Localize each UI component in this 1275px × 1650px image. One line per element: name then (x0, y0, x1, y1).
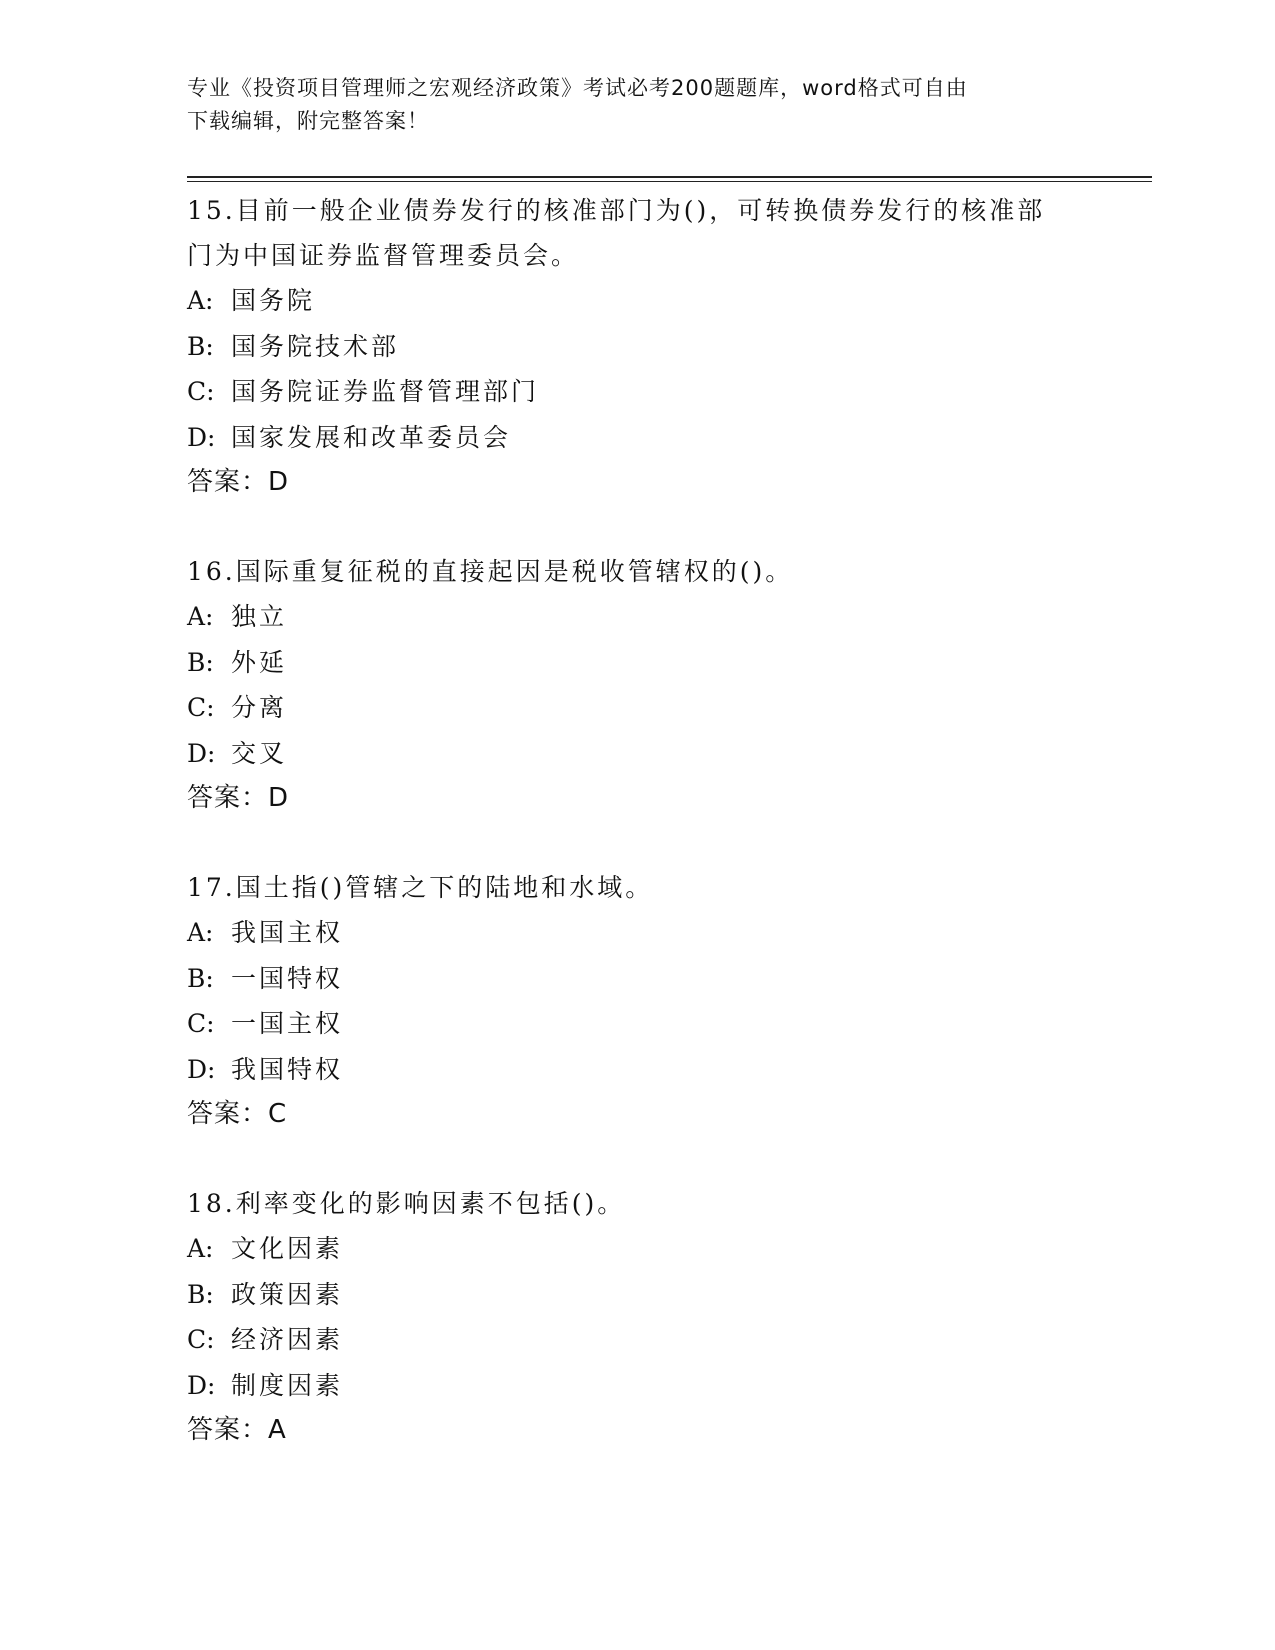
option-c (187, 685, 1087, 731)
document-header (187, 72, 1067, 138)
option-text: 国务院技术部 (231, 331, 400, 361)
option-text: 我国特权 (231, 1054, 344, 1084)
option-letter: D: (187, 1054, 216, 1084)
option-c (187, 369, 1087, 415)
option-text: 外延 (231, 647, 288, 677)
option-d (187, 1047, 1087, 1093)
header-line-2: 下载编辑，附完整答案！ (187, 109, 429, 133)
option-text: 交叉 (231, 738, 288, 768)
option-letter: A: (187, 918, 214, 947)
option-text: 文化因素 (231, 1234, 344, 1263)
question-stem: 15.目前一般企业债券发行的核准部门为()，可转换债券发行的核准部 (187, 196, 1046, 225)
option-text: 经济因素 (231, 1325, 344, 1354)
option-d (187, 415, 1087, 461)
option-letter: B: (187, 963, 214, 993)
option-text: 一国主权 (231, 1009, 344, 1038)
option-text: 国务院证券监督管理部门 (231, 377, 540, 406)
question-15 (187, 188, 1087, 505)
option-text: 分离 (231, 693, 288, 722)
option-letter: B: (187, 1279, 214, 1309)
option-letter: B: (187, 647, 214, 677)
option-text: 独立 (231, 602, 288, 631)
answer-line: 答案：D (187, 467, 290, 497)
question-stem: 18.利率变化的影响因素不包括()。 (187, 1189, 626, 1218)
option-letter: A: (187, 1234, 214, 1263)
question-16 (187, 549, 1087, 821)
option-c (187, 1317, 1087, 1363)
question-stem-continued: 门为中国证券监督管理委员会。 (187, 241, 580, 270)
option-c (187, 1001, 1087, 1047)
option-text: 政策因素 (231, 1279, 344, 1309)
option-b (187, 956, 1087, 1002)
header-divider-thick (187, 176, 1152, 178)
option-text: 我国主权 (231, 918, 344, 947)
option-letter: A: (187, 602, 214, 631)
option-text: 国务院 (231, 286, 316, 315)
option-text: 国家发展和改革委员会 (231, 422, 512, 452)
header-divider-thin (187, 181, 1152, 182)
option-letter: C: (187, 693, 215, 722)
answer-line: 答案：C (187, 1099, 288, 1129)
option-letter: A: (187, 286, 214, 315)
option-text: 一国特权 (231, 963, 344, 993)
option-a (187, 1226, 1087, 1272)
option-b (187, 1272, 1087, 1318)
option-d (187, 1363, 1087, 1409)
option-letter: D: (187, 422, 216, 452)
question-stem: 17.国土指()管辖之下的陆地和水域。 (187, 873, 654, 902)
header-line-1: 专业《投资项目管理师之宏观经济政策》考试必考200题题库，word格式可自由 (187, 76, 968, 100)
option-d (187, 731, 1087, 777)
option-a (187, 910, 1087, 956)
question-17 (187, 865, 1087, 1137)
option-b (187, 640, 1087, 686)
option-a (187, 278, 1087, 324)
question-list (187, 188, 1087, 1497)
option-b (187, 324, 1087, 370)
option-letter: D: (187, 1370, 216, 1400)
answer-line: 答案：A (187, 1415, 287, 1445)
option-text: 制度因素 (231, 1370, 344, 1400)
option-letter: B: (187, 331, 214, 361)
option-letter: C: (187, 1325, 215, 1354)
option-letter: C: (187, 1009, 215, 1038)
answer-line: 答案：D (187, 783, 290, 813)
question-stem: 16.国际重复征税的直接起因是税收管辖权的()。 (187, 557, 794, 586)
option-a (187, 594, 1087, 640)
option-letter: C: (187, 377, 215, 406)
question-18 (187, 1181, 1087, 1453)
option-letter: D: (187, 738, 216, 768)
